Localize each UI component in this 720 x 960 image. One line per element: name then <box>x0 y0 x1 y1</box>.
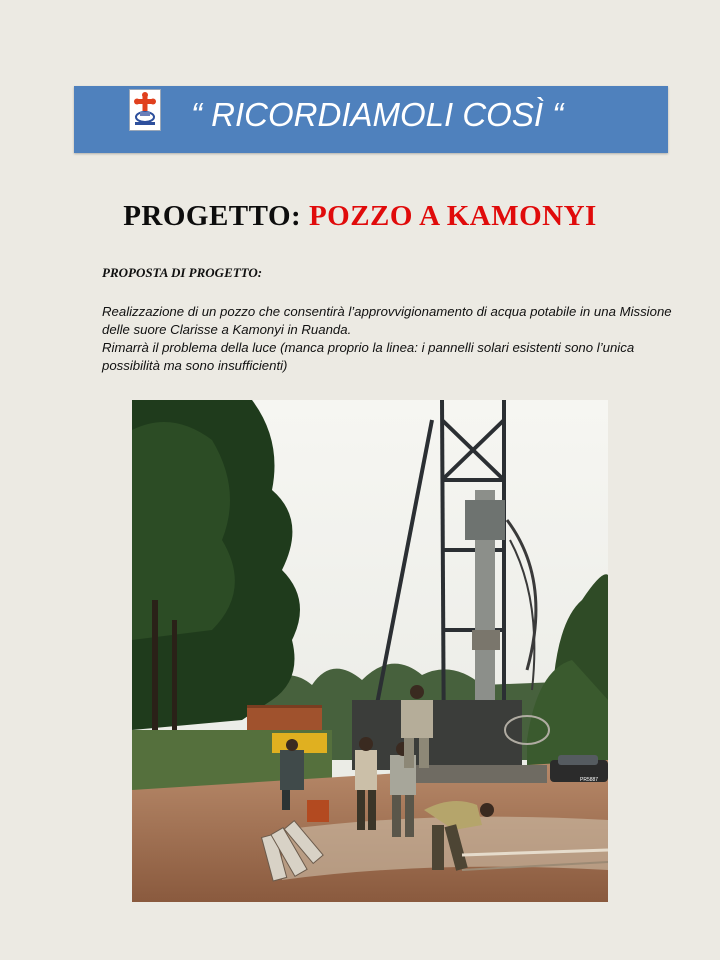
proposal-label: PROPOSTA DI PROGETTO: <box>102 265 263 280</box>
project-label: PROGETTO: <box>123 200 302 232</box>
drilling-rig-photo <box>132 400 608 902</box>
proposal-text-1: Realizzazione di un pozzo che consentirà l’approvvigionamento di acqua potabile in una Missione delle suore Clarisse a Kamonyi in Ruanda. <box>102 304 672 337</box>
car-plate: PR5887 <box>580 777 599 783</box>
project-title: POZZO A KAMONYI <box>301 200 597 232</box>
title-banner <box>74 86 668 153</box>
project-heading <box>0 200 720 233</box>
proposal-text-2: Rimarrà il problema della luce (manca proprio la linea: i pannelli solari esistenti sono l’unica possibilità ma sono insufficienti) <box>102 340 635 373</box>
banner-title: “ RICORDIAMOLI COSÌ “ <box>191 96 564 133</box>
franciscan-cross-logo-icon <box>129 89 161 131</box>
proposal-description <box>102 303 674 375</box>
